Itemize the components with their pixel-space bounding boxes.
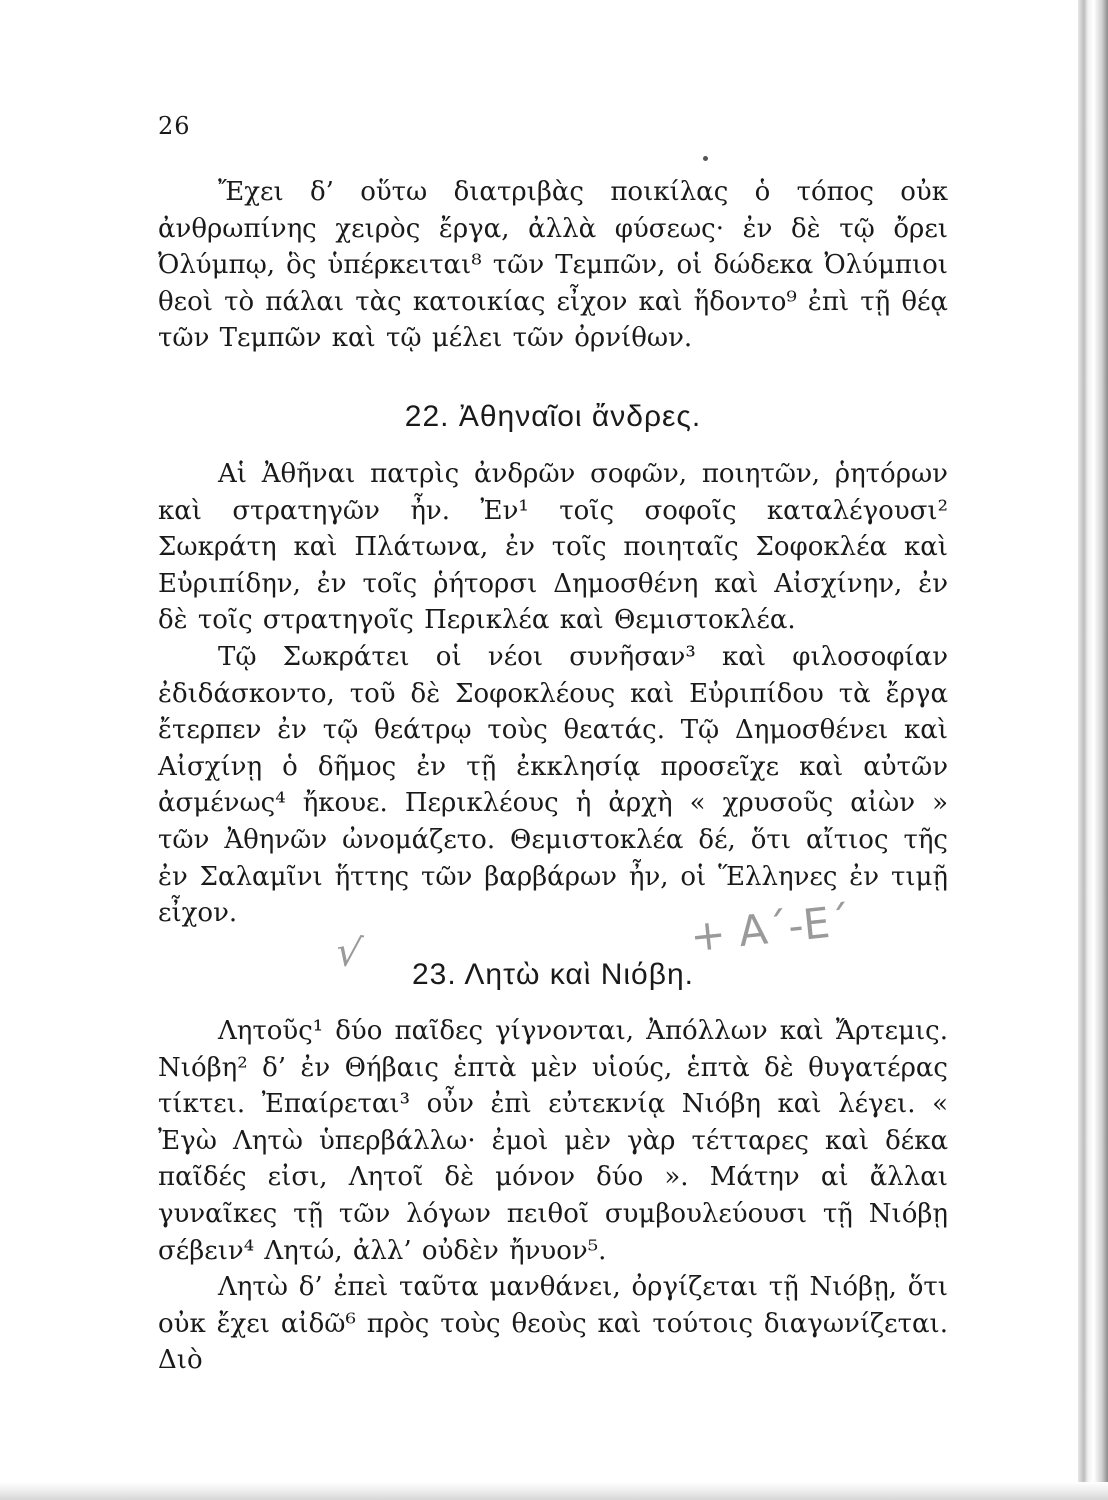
paragraph-top-text: Ἔχει δ’ οὕτω διατριβὰς ποικίλας ὁ τόπος οὐκ ἀνθρωπίνης χειρὸς ἔργα, ἀλλὰ φύσεως· ἐν δὲ τῷ ὄρει Ὀλύμπῳ, ὃς ὑπέρκειται⁸ τῶν Τεμπῶν, οἱ δώδεκα Ὀλύμπιοι θεοὶ τὸ πάλαι τὰς κατοικίας εἶχον καὶ ἥδοντο⁹ ἐπὶ τῇ θέᾳ τῶν Τεμπῶν καὶ τῷ μέλει τῶν ὀρνίθων.	[158, 177, 948, 354]
section-22-heading: 22. Ἀθηναῖοι ἄνδρες.	[404, 400, 702, 433]
checkmark-annotation: √	[332, 928, 365, 978]
section-22-body	[158, 456, 948, 932]
section-23-heading: 23. Λητὼ καὶ Νιόβη.	[412, 958, 694, 991]
paragraph-top	[158, 174, 948, 357]
section-23-paragraph-1: Λητοῦς¹ δύο παῖδες γίγνονται, Ἀπόλλων καὶ Ἄρτεμις. Νιόβη² δ’ ἐν Θήβαις ἑπτὰ μὲν υἱούς, ἑπτὰ δὲ θυγατέρας τίκτει. Ἐπαίρεται³ οὖν ἐπὶ εὐτεκνίᾳ Νιόβη καὶ λέγει. « Ἐγὼ Λητὼ ὑπερβάλλω· ἐμοὶ μὲν γὰρ τέτταρες καὶ δέκα παῖδές εἰσι, Λητοῖ δὲ μόνον δύο ». Μάτην αἱ ἄλλαι γυναῖκες τῇ τῶν λόγων πειθοῖ συμβουλεύουσι τῇ Νιόβῃ σέβειν⁴ Λητώ, ἀλλ’ οὐδὲν ἤνυον⁵.	[158, 1016, 948, 1266]
section-23-paragraph-2: Λητὼ δ’ ἐπεὶ ταῦτα μανθάνει, ὀργίζεται τῇ Νιόβῃ, ὅτι οὐκ ἔχει αἰδῶ⁶ πρὸς τοὺς θεοὺς καὶ τούτοις διαγωνίζεται. Διὸ	[158, 1272, 948, 1376]
page-edge-shadow	[1078, 0, 1108, 1500]
section-23-body	[158, 1013, 948, 1379]
section-22-paragraph-1: Αἱ Ἀθῆναι πατρὶς ἀνδρῶν σοφῶν, ποιητῶν, ῥητόρων καὶ στρατηγῶν ἦν. Ἐν¹ τοῖς σοφοῖς καταλέγουσι² Σωκράτη καὶ Πλάτωνα, ἐν τοῖς ποιηταῖς Σοφοκλέα καὶ Εὐριπίδην, ἐν τοῖς ῥήτορσι Δημοσθένη καὶ Αἰσχίνην, ἐν δὲ τοῖς στρατηγοῖς Περικλέα καὶ Θεμιστοκλέα.	[158, 459, 948, 636]
section-22-paragraph-2: Τῷ Σωκράτει οἱ νέοι συνῆσαν³ καὶ φιλοσοφίαν ἐδιδάσκοντο, τοῦ δὲ Σοφοκλέους καὶ Εὐριπίδου τὰ ἔργα ἔτερπεν ἐν τῷ θεάτρῳ τοὺς θεατάς. Τῷ Δημοσθένει καὶ Αἰσχίνῃ ὁ δῆμος ἐν τῇ ἐκκλησίᾳ προσεῖχε καὶ αὐτῶν ἀσμένως⁴ ἤκουε. Περικλέους ἡ ἀρχὴ « χρυσοῦς αἰὼν » τῶν Ἀθηνῶν ὠνομάζετο. Θεμιστοκλέα δέ, ὅτι αἴτιος τῆς ἐν Σαλαμῖνι ἥττης τῶν βαρβάρων ἦν, οἱ Ἕλληνες ἐν τιμῇ εἶχον.	[158, 641, 948, 929]
handwritten-margin-note: + Α΄-Ε΄	[687, 895, 854, 962]
page-number: 26	[158, 112, 191, 140]
bottom-edge-shadow	[0, 1482, 1108, 1500]
ink-dot	[703, 156, 708, 161]
